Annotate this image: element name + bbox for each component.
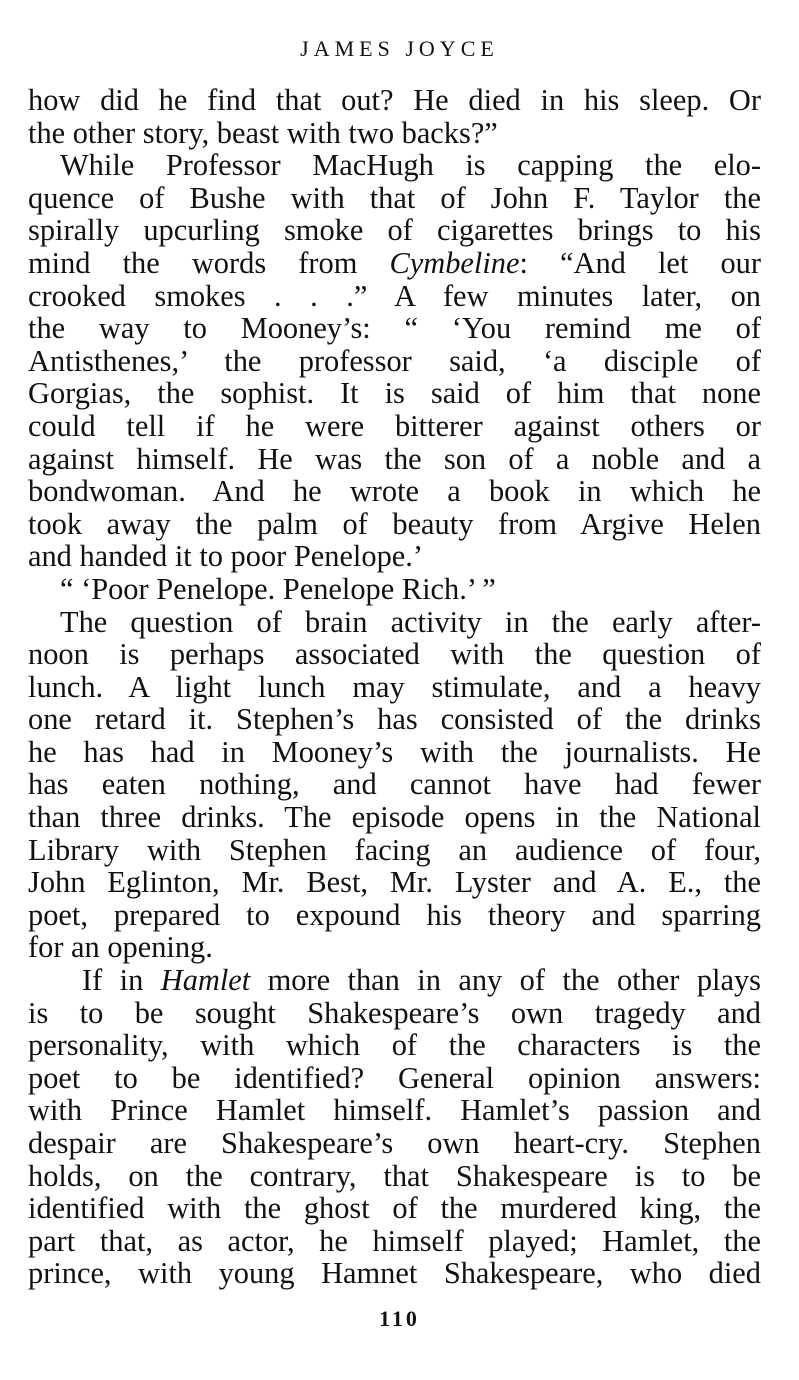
paragraph-5 — [28, 964, 761, 1290]
text-line: identified with the ghost of the murdered king, the — [28, 1191, 761, 1226]
text-line: could tell if he were bitterer against others or — [28, 408, 761, 443]
paragraph-3 — [28, 573, 761, 606]
text-line: mind the words from Cymbeline: “And let our — [28, 245, 761, 280]
running-head: JAMES JOYCE — [300, 36, 499, 61]
paragraph-2 — [28, 149, 761, 573]
paragraph-1 — [28, 84, 761, 149]
text-line: Gorgias, the sophist. It is said of him that none — [28, 376, 761, 411]
text-line: the other story, beast with two backs?” — [28, 115, 498, 150]
text-line: than three drinks. The episode opens in the National — [28, 800, 761, 835]
text-line: has eaten nothing, and cannot have had fewer — [28, 767, 761, 802]
text-line: “ ‘Poor Penelope. Penelope Rich.’ ” — [60, 571, 496, 606]
text-line: While Professor MacHugh is capping the elo- — [60, 148, 761, 183]
text-line: for an opening. — [28, 930, 213, 965]
text-line: despair are Shakespeare’s own heart-cry. Stephen — [28, 1126, 761, 1160]
text-line: one retard it. Stephen’s has consisted of the drinks — [28, 702, 761, 737]
text-line: and handed it to poor Penelope.’ — [28, 539, 423, 574]
text-line: part that, as actor, he himself played; Hamlet, the — [28, 1223, 761, 1258]
text-line: personality, with which of the characters is the — [28, 1028, 761, 1063]
text-line: spirally upcurling smoke of cigarettes brings to his — [28, 213, 761, 248]
text-line: the way to Mooney’s: “ ‘You remind me of — [28, 311, 761, 346]
text-line: against himself. He was the son of a noble and a — [28, 441, 761, 476]
text-line: he has had in Mooney’s with the journalists. He — [28, 734, 761, 769]
text-line: holds, on the contrary, that Shakespeare is to be — [28, 1158, 761, 1193]
text-line: crooked smokes . . .” A few minutes later, on — [28, 278, 761, 313]
text-line: how did he find that out? He died in his sleep. Or — [28, 83, 761, 117]
text-line: with Prince Hamlet himself. Hamlet’s passion and — [28, 1093, 761, 1128]
text-line: Antisthenes,’ the professor said, ‘a disciple of — [28, 343, 761, 378]
text-line: took away the palm of beauty from Argive Helen — [28, 506, 761, 541]
text-line: Library with Stephen facing an audience of four, — [28, 832, 761, 867]
body-text — [28, 84, 761, 1290]
text-line: is to be sought Shakespeare’s own tragedy and — [28, 995, 761, 1030]
text-line: poet to be identified? General opinion answers: — [28, 1060, 761, 1095]
page-number: 110 — [379, 1306, 420, 1331]
text-line: prince, with young Hamnet Shakespeare, who died — [28, 1256, 761, 1291]
text-line: lunch. A light lunch may stimulate, and a heavy — [28, 669, 761, 704]
text-line: The question of brain activity in the early after- — [60, 604, 761, 639]
text-line: bondwoman. And he wrote a book in which he — [28, 474, 761, 509]
text-line: quence of Bushe with that of John F. Taylor the — [28, 180, 761, 215]
text-line: If in Hamlet more than in any of the other plays — [82, 963, 761, 998]
paragraph-4 — [28, 606, 761, 965]
text-line: noon is perhaps associated with the question of — [28, 637, 761, 672]
text-line: John Eglinton, Mr. Best, Mr. Lyster and A. E., the — [28, 865, 761, 900]
text-line: poet, prepared to expound his theory and sparring — [28, 897, 761, 932]
